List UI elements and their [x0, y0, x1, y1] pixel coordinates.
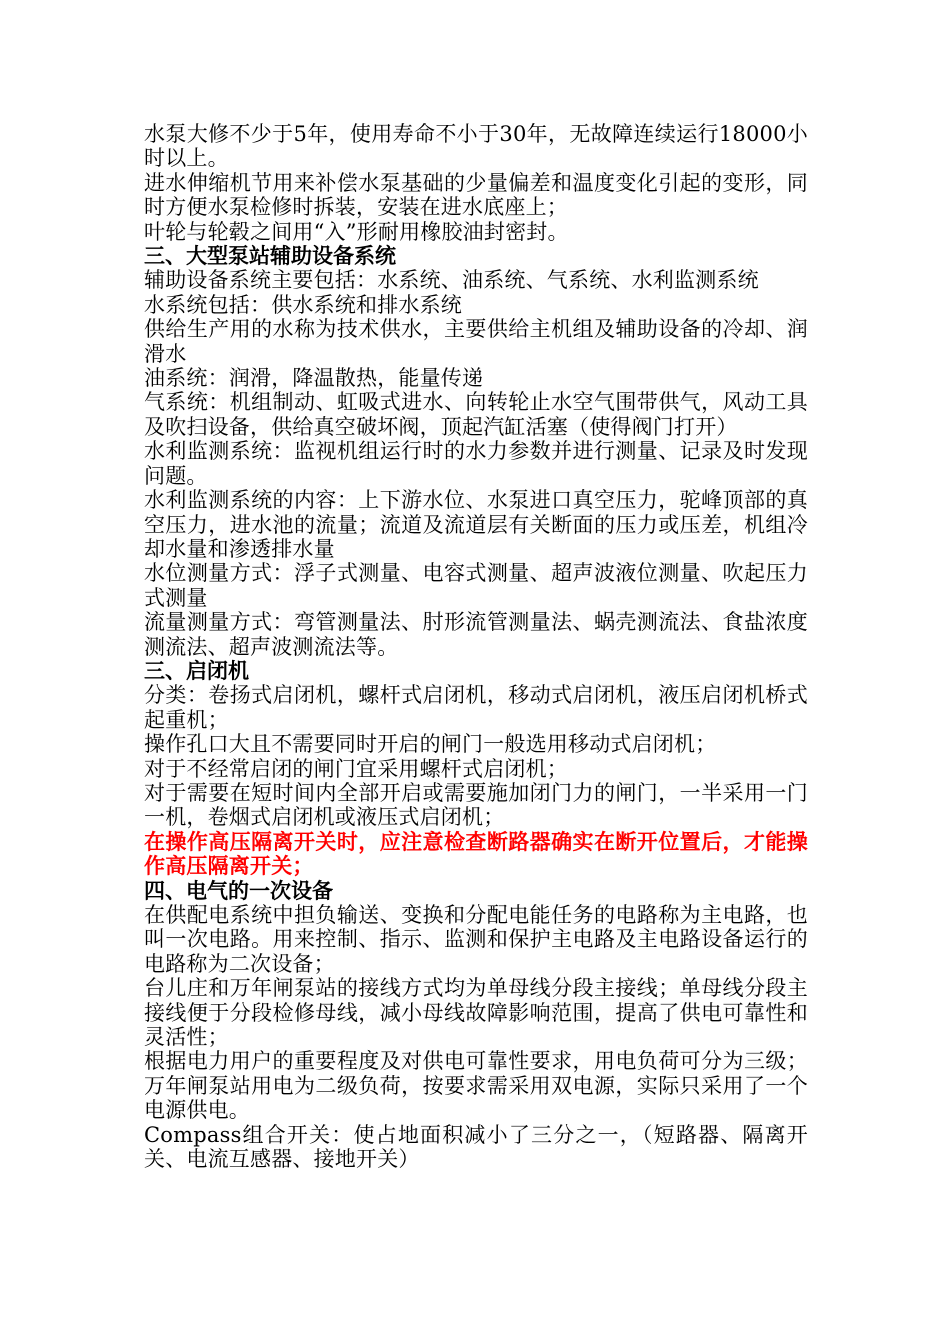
paragraph: 水位测量方式：浮子式测量、电容式测量、超声波液位测量、吹起压力式测量 [144, 561, 808, 610]
paragraph: 水利监测系统：监视机组运行时的水力参数并进行测量、记录及时发现问题。 [144, 439, 808, 488]
paragraph: 在供配电系统中担负输送、变换和分配电能任务的电路称为主电路，也叫一次电路。用来控制、指示、监测和保护主电路及主电路设备运行的电路称为二次设备； [144, 903, 808, 976]
paragraph: 水利监测系统的内容：上下游水位、水泵进口真空压力，驼峰顶部的真空压力，进水池的流量；流道及流道层有关断面的压力或压差，机组冷却水量和渗透排水量 [144, 488, 808, 561]
document-page [144, 122, 808, 1171]
paragraph: 流量测量方式：弯管测量法、肘形流管测量法、蜗壳测流法、食盐浓度测流法、超声波测流法等。 [144, 610, 808, 659]
warning-paragraph: 在操作高压隔离开关时，应注意检查断路器确实在断开位置后，才能操作高压隔离开关； [144, 828, 808, 879]
paragraph: 供给生产用的水称为技术供水，主要供给主机组及辅助设备的冷却、润滑水 [144, 317, 808, 366]
paragraph: 根据电力用户的重要程度及对供电可靠性要求，用电负荷可分为三级；万年闸泵站用电为二级负荷，按要求需采用双电源，实际只采用了一个电源供电。 [144, 1049, 808, 1123]
paragraph: 操作孔口大且不需要同时开启的闸门一般选用移动式启闭机； [144, 732, 717, 757]
paragraph: 进水伸缩机节用来补偿水泵基础的少量偏差和温度变化引起的变形，同时方便水泵检修时拆装，安装在进水底座上； [144, 170, 808, 220]
paragraph: 油系统：润滑，降温散热，能量传递 [144, 366, 484, 391]
paragraph: 对于需要在短时间内全部开启或需要施加闭门力的闸门，一半采用一门一机，卷烟式启闭机或液压式启闭机； [144, 780, 808, 830]
section-heading: 四、电气的一次设备 [144, 878, 333, 903]
paragraph: 水系统包括：供水系统和排水系统 [144, 292, 462, 317]
paragraph: 气系统：机组制动、虹吸式进水、向转轮止水空气围带供气，风动工具及吹扫设备，供给真空破坏阀，顶起汽缸活塞（使得阀门打开） [144, 390, 808, 439]
paragraph: 台儿庄和万年闸泵站的接线方式均为单母线分段主接线；单母线分段主接线便于分段检修母线，减小母线故障影响范围，提高了供电可靠性和灵活性； [144, 976, 808, 1050]
paragraph: 对于不经常启闭的闸门宜采用螺杆式启闭机； [144, 756, 568, 781]
paragraph: 叶轮与轮毂之间用“入”形耐用橡胶油封密封。 [144, 219, 569, 244]
paragraph: Compass组合开关：使占地面积减小了三分之一，（短路器、隔离开关、电流互感器、接地开关） [144, 1122, 808, 1172]
paragraph: 分类：卷扬式启闭机，螺杆式启闭机，移动式启闭机，液压启闭机桥式起重机； [144, 683, 808, 732]
paragraph: 水泵大修不少于5年，使用寿命不小于30年，无故障连续运行18000小时以上。 [144, 122, 808, 171]
section-heading: 三、大型泵站辅助设备系统 [144, 244, 396, 269]
paragraph: 辅助设备系统主要包括：水系统、油系统、气系统、水利监测系统 [144, 268, 759, 293]
section-heading: 三、启闭机 [144, 658, 249, 683]
